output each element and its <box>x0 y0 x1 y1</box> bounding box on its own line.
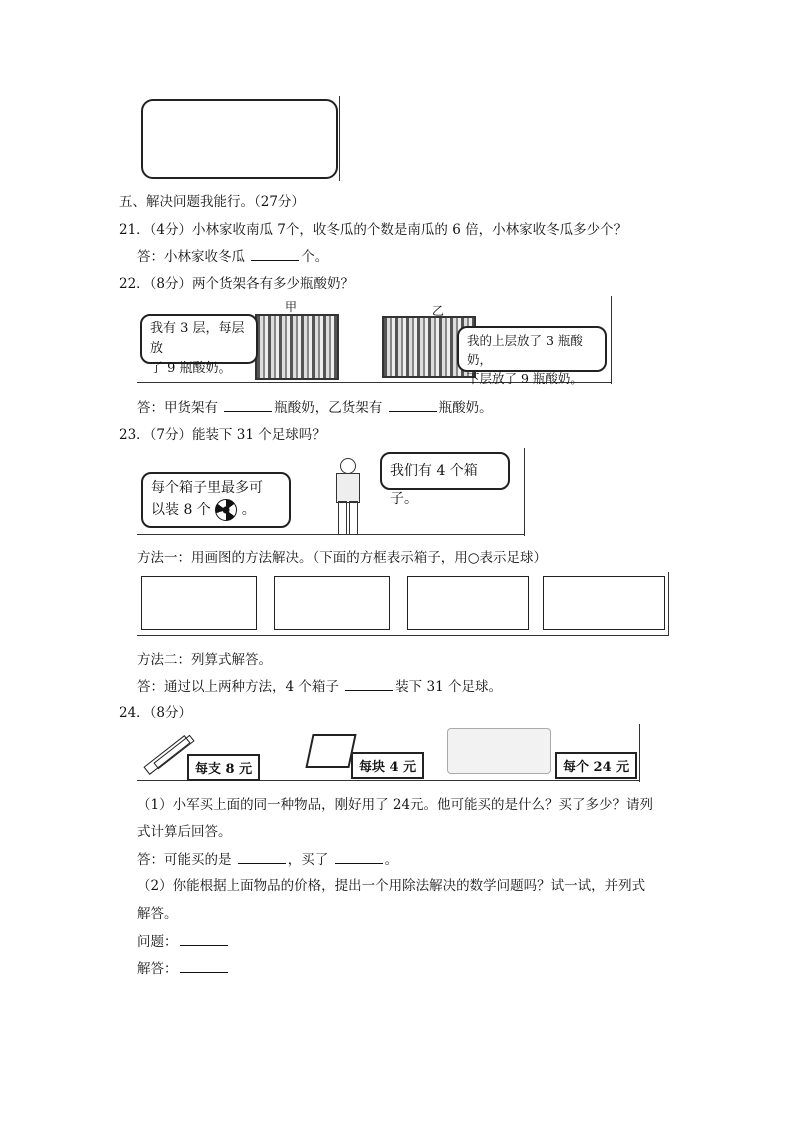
q24-question: 24．（8分） <box>119 705 193 721</box>
q22-illustration <box>137 296 612 384</box>
bubble-a-line1: 我有 3 层，每层放 <box>150 321 245 356</box>
q23-method2: 方法二：列算式解答。 <box>137 652 272 668</box>
q23-answer-prefix: 答：通过以上两种方法，4 个箱子 <box>137 679 339 695</box>
bubble-left-line2: 以装 8 个 <box>151 502 211 518</box>
q24-part2-line2: 解答。 <box>137 906 178 922</box>
drawing-box-4[interactable] <box>543 576 665 630</box>
bubble-b-line1: 我的上层放了 3 瓶酸奶， <box>467 333 583 367</box>
eraser-image <box>305 734 356 768</box>
q24-blank-quantity[interactable] <box>335 851 383 864</box>
q24-problem <box>137 930 230 950</box>
q22-blank-b[interactable] <box>389 399 437 412</box>
q24-answer-b: ，买了 <box>287 852 329 868</box>
q21-answer <box>137 245 328 265</box>
problem-label: 问题： <box>137 934 178 950</box>
shelf-b-label: 乙 <box>432 304 445 318</box>
q22-answer <box>137 396 493 416</box>
q24-illustration <box>137 724 642 782</box>
q22-answer-part2: 瓶酸奶，乙货架有 <box>274 400 383 416</box>
section-title: 五、解决问题我能行。（27分） <box>119 194 305 210</box>
q24-part1-line2: 式计算后回答。 <box>137 824 232 840</box>
q23-blank[interactable] <box>345 678 393 691</box>
football-icon <box>215 499 237 521</box>
q23-question: 23．（7分）能装下 31 个足球吗？ <box>119 427 326 443</box>
q23-drawing-area <box>137 572 669 636</box>
q24-part1-answer <box>137 848 398 868</box>
q23-illustration <box>137 448 527 536</box>
q21-answer-suffix: 个。 <box>301 249 329 265</box>
price-pencil-case: 每个 24 元 <box>555 752 637 779</box>
q21-answer-blank[interactable] <box>251 248 299 261</box>
q24-part2-line1: （2）你能根据上面物品的价格，提出一个用除法解决的数学问题吗？试一试，并列式 <box>137 878 646 894</box>
bubble-left-line1: 每个箱子里最多可 <box>151 480 263 496</box>
q24-answer-a: 答：可能买的是 <box>137 852 232 868</box>
q24-solution <box>137 957 230 977</box>
bubble-have-boxes: 我们有 4 个箱子。 <box>380 452 510 490</box>
problem-blank[interactable] <box>180 933 228 946</box>
drawing-box-3[interactable] <box>407 576 529 630</box>
bubble-a <box>140 314 258 376</box>
q22-question: 22．（8分）两个货架各有多少瓶酸奶？ <box>119 276 355 292</box>
solution-blank[interactable] <box>180 960 228 973</box>
q24-blank-item[interactable] <box>238 851 286 864</box>
q23-answer-suffix: 装下 31 个足球。 <box>395 679 502 695</box>
bubble-b <box>457 326 607 386</box>
q21-question: 21．（4分）小林家收南瓜 7个，收冬瓜的个数是南瓜的 6 倍，小林家收冬瓜多少个？ <box>119 222 628 238</box>
q22-answer-part1: 答：甲货架有 <box>137 400 218 416</box>
price-eraser: 每块 4 元 <box>351 752 424 779</box>
answer-rounded-box <box>141 99 338 179</box>
q22-blank-a[interactable] <box>224 399 272 412</box>
divider <box>339 96 340 181</box>
bubble-a-line2: 了 9 瓶酸奶。 <box>150 361 232 376</box>
person-figure <box>327 458 367 534</box>
pencil-case-image <box>447 728 551 774</box>
shelf-a-image <box>255 314 339 380</box>
drawing-box-1[interactable] <box>141 576 257 630</box>
price-pen: 每支 8 元 <box>187 754 260 781</box>
solution-label: 解答： <box>137 961 178 977</box>
q24-answer-c: 。 <box>384 852 399 868</box>
q23-method1: 方法一：用画图的方法解决。（下面的方框表示箱子，用○表示足球） <box>137 550 548 566</box>
drawing-box-2[interactable] <box>274 576 390 630</box>
q23-answer <box>137 675 502 695</box>
shelf-a-label: 甲 <box>285 300 298 314</box>
q21-answer-prefix: 答：小林家收冬瓜 <box>137 249 245 265</box>
bubble-b-line2: 下层放了 9 瓶酸奶。 <box>467 371 583 386</box>
bubble-left-end: 。 <box>241 502 256 518</box>
q22-answer-part3: 瓶酸奶。 <box>438 400 493 416</box>
q24-part1-line1: （1）小军买上面的同一种物品，刚好用了 24元。他可能买的是什么？买了多少？请列 <box>137 797 654 813</box>
bubble-boxes-capacity <box>141 472 291 528</box>
